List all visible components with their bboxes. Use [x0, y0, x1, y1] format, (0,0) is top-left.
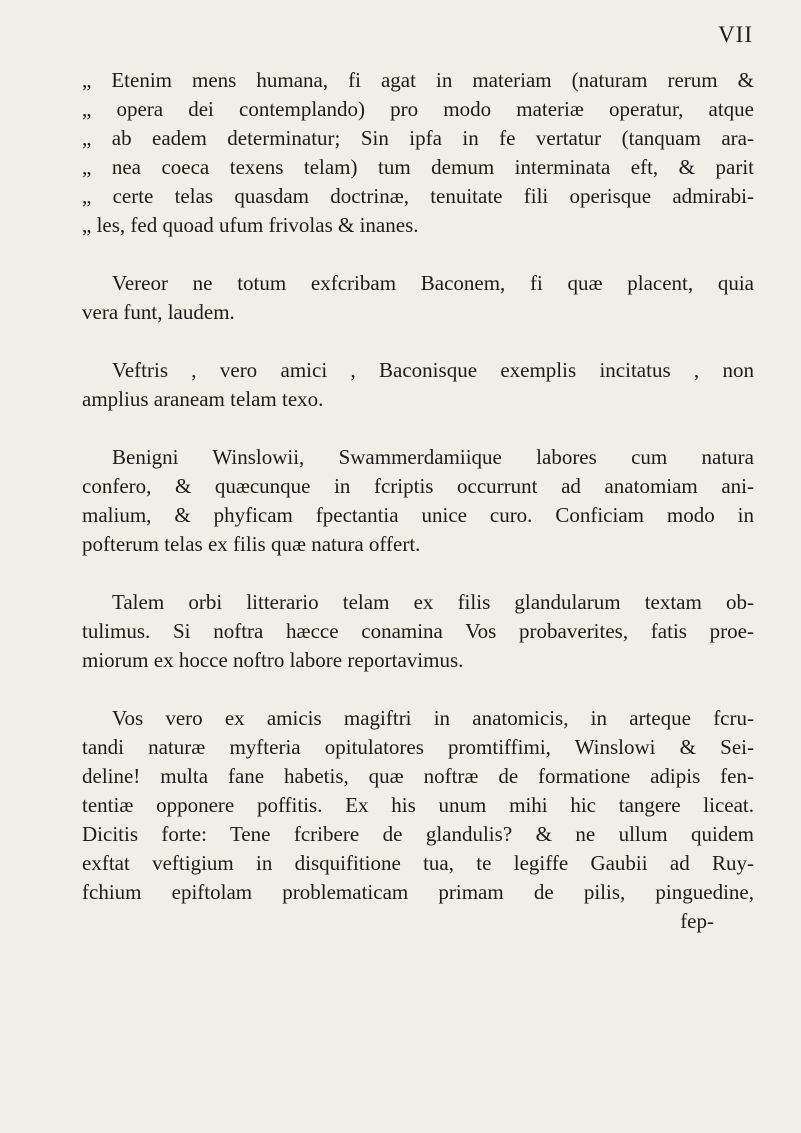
- text-line: Dicitis forte: Tene fcribere de glandulis? & ne ullum quidem: [82, 822, 754, 846]
- text-line: miorum ex hocce noftro labore reportavimus.: [82, 648, 464, 672]
- text-line: malium, & phyficam fpectantia unice curo. Conficiam modo in: [82, 503, 754, 527]
- paragraph: [82, 356, 754, 414]
- text-line: „ certe telas quasdam doctrinæ, tenuitate fili operisque admirabi-: [82, 184, 754, 208]
- text-line: Benigni Winslowii, Swammerdamiique labores cum natura: [112, 445, 754, 469]
- text-line: tentiæ opponere poffitis. Ex his unum mihi hic tangere liceat.: [82, 793, 754, 817]
- text-line: Vereor ne totum exfcribam Baconem, fi quæ placent, quia: [112, 271, 754, 295]
- text-line: „ Etenim mens humana, fi agat in materiam (naturam rerum &: [82, 68, 754, 92]
- text-line: deline! multa fane habetis, quæ noftræ de formatione adipis fen-: [82, 764, 754, 788]
- paragraph: [82, 588, 754, 675]
- paragraph: [82, 269, 754, 327]
- page-number: VII: [718, 22, 753, 47]
- paragraph: [82, 704, 754, 907]
- text-line: „ opera dei contemplando) pro modo materiæ operatur, atque: [82, 97, 754, 121]
- text-line: Talem orbi litterario telam ex filis glandularum textam ob-: [112, 590, 754, 614]
- text-line: confero, & quæcunque in fcriptis occurrunt ad anatomiam ani-: [82, 474, 754, 498]
- text-line: „ les, fed quoad ufum frivolas & inanes.: [82, 213, 419, 237]
- text-line: „ ab eadem determinatur; Sin ipfa in fe vertatur (tanquam ara-: [82, 126, 754, 150]
- text-line: exftat veftigium in disquifitione tua, te legiffe Gaubii ad Ruy-: [82, 851, 754, 875]
- text-line: tulimus. Si noftra hæcce conamina Vos probaverites, fatis proe-: [82, 619, 754, 643]
- text-line: pofterum telas ex filis quæ natura offert.: [82, 532, 421, 556]
- quotation-paragraph: [82, 66, 754, 240]
- text-line: „ nea coeca texens telam) tum demum interminata eft, & parit: [82, 155, 754, 179]
- text-line: fchium epiftolam problematicam primam de pilis, pinguedine,: [82, 880, 754, 904]
- text-line: Vos vero ex amicis magiftri in anatomicis, in arteque fcru-: [112, 706, 754, 730]
- text-line: tandi naturæ myfteria opitulatores promtiffimi, Winslowi & Sei-: [82, 735, 754, 759]
- text-line: vera funt, laudem.: [82, 300, 235, 324]
- text-line: amplius araneam telam texo.: [82, 387, 324, 411]
- catchword: fep-: [680, 909, 714, 933]
- text-line: Veftris , vero amici , Baconisque exemplis incitatus , non: [112, 358, 754, 382]
- body-text: [82, 66, 754, 936]
- paragraph: [82, 443, 754, 559]
